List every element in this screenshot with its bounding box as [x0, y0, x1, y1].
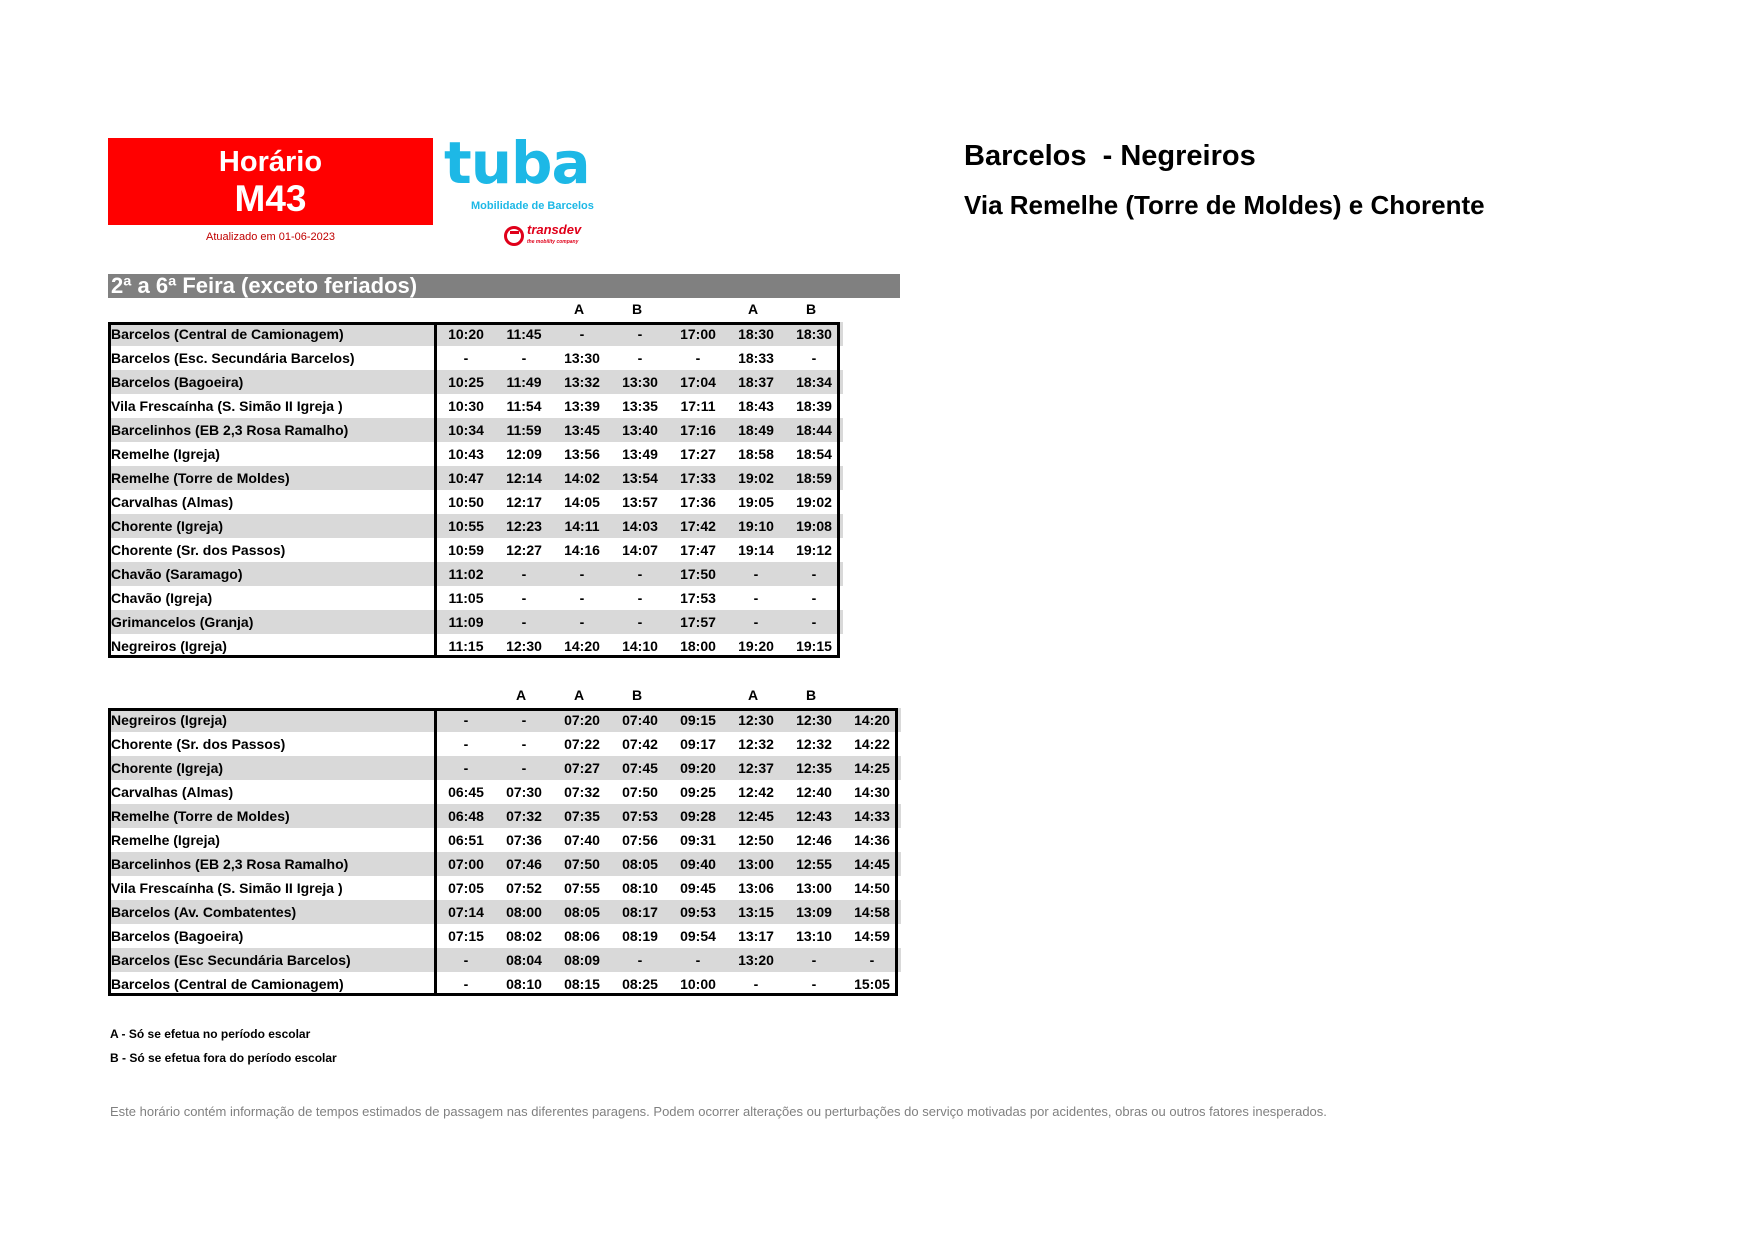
departure-time: 19:15 [785, 634, 843, 658]
departure-time: 11:49 [495, 370, 553, 394]
operator-tagline: the mobility company [527, 239, 579, 245]
departure-time: 18:54 [785, 442, 843, 466]
departure-time: 19:02 [785, 490, 843, 514]
table-row [108, 322, 843, 346]
table-row [108, 538, 843, 562]
departure-time: 14:20 [553, 634, 611, 658]
departure-time: 12:35 [785, 756, 843, 780]
departure-time: 07:46 [495, 852, 553, 876]
table-row [108, 876, 901, 900]
departure-time: 17:11 [669, 394, 727, 418]
stop-name: Barcelinhos (EB 2,3 Rosa Ramalho) [108, 852, 436, 876]
horario-label: Horário [218, 146, 323, 178]
departure-time: 06:48 [436, 804, 496, 828]
departure-time: 08:02 [495, 924, 553, 948]
departure-time: 17:42 [669, 514, 727, 538]
departure-time: 13:17 [727, 924, 785, 948]
stop-name: Remelhe (Igreja) [108, 828, 436, 852]
departure-time: 12:46 [785, 828, 843, 852]
note-a: A - Só se efetua no período escolar [110, 1027, 311, 1041]
departure-time: 19:10 [727, 514, 785, 538]
departure-time: 12:30 [785, 708, 843, 732]
departure-time: 12:37 [727, 756, 785, 780]
stop-name: Vila Frescaínha (S. Simão II Igreja ) [108, 394, 436, 418]
departure-time: 11:45 [495, 322, 553, 346]
departure-time: 07:35 [553, 804, 611, 828]
departure-time: 19:14 [727, 538, 785, 562]
departure-time: - [611, 346, 669, 370]
departure-time: - [727, 562, 785, 586]
departure-time: - [727, 972, 785, 996]
column-note: A [515, 687, 527, 703]
table-row [108, 442, 843, 466]
line-code: M43 [234, 178, 307, 219]
departure-time: 17:53 [669, 586, 727, 610]
departure-time: 14:58 [843, 900, 901, 924]
departure-time: 12:42 [727, 780, 785, 804]
departure-time: 06:51 [436, 828, 496, 852]
departure-time: - [611, 610, 669, 634]
departure-time: 14:36 [843, 828, 901, 852]
transdev-icon [504, 226, 524, 246]
departure-time: 19:20 [727, 634, 785, 658]
departure-time: - [611, 586, 669, 610]
departure-time: 19:08 [785, 514, 843, 538]
departure-time: 07:14 [436, 900, 496, 924]
departure-time: 08:09 [553, 948, 611, 972]
route-via: Via Remelhe (Torre de Moldes) e Chorente [964, 190, 1485, 220]
departure-time: 09:31 [669, 828, 727, 852]
departure-time: 11:09 [436, 610, 496, 634]
table-row [108, 924, 901, 948]
departure-time: 13:06 [727, 876, 785, 900]
departure-time: 10:00 [669, 972, 727, 996]
departure-time: 08:10 [495, 972, 553, 996]
departure-time: 17:27 [669, 442, 727, 466]
logo-wordmark: tuba [444, 129, 590, 197]
departure-time: 12:32 [785, 732, 843, 756]
departure-time: 09:53 [669, 900, 727, 924]
departure-time: 09:28 [669, 804, 727, 828]
departure-time: 12:14 [495, 466, 553, 490]
departure-time: - [436, 948, 496, 972]
departure-time: - [785, 346, 843, 370]
stop-name: Vila Frescaínha (S. Simão II Igreja ) [108, 876, 436, 900]
departure-time: 13:30 [553, 346, 611, 370]
table-row [108, 610, 843, 634]
departure-time: 19:02 [727, 466, 785, 490]
table-row [108, 948, 901, 972]
stop-name: Barcelos (Av. Combatentes) [108, 900, 436, 924]
departure-time: 13:30 [611, 370, 669, 394]
departure-time: 10:20 [436, 322, 496, 346]
departure-time: 10:34 [436, 418, 496, 442]
departure-time: - [495, 586, 553, 610]
departure-time: - [436, 756, 496, 780]
departure-time: 12:32 [727, 732, 785, 756]
tuba-logo [444, 129, 654, 254]
column-note: B [805, 301, 817, 317]
table-row [108, 490, 843, 514]
departure-time: 09:17 [669, 732, 727, 756]
departure-time: - [611, 562, 669, 586]
route-title: Barcelos - Negreiros [964, 140, 1256, 172]
departure-time: 13:39 [553, 394, 611, 418]
departure-time: - [436, 732, 496, 756]
departure-time: 07:30 [495, 780, 553, 804]
departure-time: - [553, 586, 611, 610]
departure-time: 18:59 [785, 466, 843, 490]
departure-time: 07:27 [553, 756, 611, 780]
departure-time: 07:05 [436, 876, 496, 900]
stop-name: Grimancelos (Granja) [108, 610, 436, 634]
departure-time: 07:32 [553, 780, 611, 804]
departure-time: 08:05 [611, 852, 669, 876]
departure-time: 14:25 [843, 756, 901, 780]
departure-time: 14:22 [843, 732, 901, 756]
departure-time: 10:25 [436, 370, 496, 394]
departure-time: 18:49 [727, 418, 785, 442]
departure-time: 14:45 [843, 852, 901, 876]
departure-time: 18:58 [727, 442, 785, 466]
departure-time: 18:43 [727, 394, 785, 418]
departure-time: 14:02 [553, 466, 611, 490]
stop-name: Remelhe (Torre de Moldes) [108, 466, 436, 490]
departure-time: 18:44 [785, 418, 843, 442]
departure-time: 09:20 [669, 756, 727, 780]
departure-time: 14:05 [553, 490, 611, 514]
stop-name: Remelhe (Torre de Moldes) [108, 804, 436, 828]
departure-time: 10:50 [436, 490, 496, 514]
departure-time: - [785, 562, 843, 586]
departure-time: 17:16 [669, 418, 727, 442]
stop-name: Chavão (Saramago) [108, 562, 436, 586]
departure-time: 12:17 [495, 490, 553, 514]
departure-time: 08:15 [553, 972, 611, 996]
departure-time: - [495, 562, 553, 586]
departure-time: - [785, 948, 843, 972]
departure-time: - [436, 346, 496, 370]
departure-time: 12:45 [727, 804, 785, 828]
stop-name: Carvalhas (Almas) [108, 490, 436, 514]
departure-time: 07:53 [611, 804, 669, 828]
departure-time: - [727, 586, 785, 610]
departure-time: 08:10 [611, 876, 669, 900]
departure-time: - [495, 610, 553, 634]
departure-time: 17:47 [669, 538, 727, 562]
departure-time: 14:33 [843, 804, 901, 828]
disclaimer: Este horário contém informação de tempos estimados de passagem nas diferentes paragens. Podem ocorrer alterações ou perturbações do serviço motivadas por acidentes, obras ou outros fatores inesperados. [110, 1104, 1327, 1119]
departure-time: 13:45 [553, 418, 611, 442]
stop-name: Barcelinhos (EB 2,3 Rosa Ramalho) [108, 418, 436, 442]
departure-time: 14:03 [611, 514, 669, 538]
column-note: A [573, 687, 585, 703]
column-note: B [631, 687, 643, 703]
departure-time: 17:04 [669, 370, 727, 394]
departure-time: 13:00 [785, 876, 843, 900]
table-row [108, 732, 901, 756]
departure-time: 07:42 [611, 732, 669, 756]
departure-time: 14:50 [843, 876, 901, 900]
departure-time: 17:57 [669, 610, 727, 634]
departure-time: 09:45 [669, 876, 727, 900]
departure-time: 17:33 [669, 466, 727, 490]
departure-time: 18:39 [785, 394, 843, 418]
transdev-logo [504, 224, 654, 248]
departure-time: 07:50 [553, 852, 611, 876]
departure-time: 07:55 [553, 876, 611, 900]
departure-time: 18:30 [727, 322, 785, 346]
departure-time: 13:49 [611, 442, 669, 466]
departure-time: - [611, 322, 669, 346]
stop-name: Barcelos (Bagoeira) [108, 924, 436, 948]
column-note: A [573, 301, 585, 317]
departure-time: - [785, 610, 843, 634]
departure-time: 18:30 [785, 322, 843, 346]
departure-time: 15:05 [843, 972, 901, 996]
departure-time: 14:59 [843, 924, 901, 948]
departure-time: 12:40 [785, 780, 843, 804]
departure-time: 11:15 [436, 634, 496, 658]
stop-name: Remelhe (Igreja) [108, 442, 436, 466]
departure-time: 13:40 [611, 418, 669, 442]
departure-time: 08:00 [495, 900, 553, 924]
departure-time: 07:20 [553, 708, 611, 732]
departure-time: 13:57 [611, 490, 669, 514]
table-row [108, 828, 901, 852]
stop-name: Negreiros (Igreja) [108, 634, 436, 658]
departure-time: 18:37 [727, 370, 785, 394]
departure-time: 10:55 [436, 514, 496, 538]
departure-time: - [495, 346, 553, 370]
departure-time: 11:05 [436, 586, 496, 610]
departure-time: 08:17 [611, 900, 669, 924]
outbound-timetable [108, 322, 843, 658]
departure-time: - [495, 732, 553, 756]
departure-time: - [495, 708, 553, 732]
departure-time: - [553, 562, 611, 586]
departure-time: 13:56 [553, 442, 611, 466]
table-row [108, 756, 901, 780]
stop-name: Barcelos (Central de Camionagem) [108, 322, 436, 346]
departure-time: 08:04 [495, 948, 553, 972]
departure-time: 07:32 [495, 804, 553, 828]
departure-time: 09:54 [669, 924, 727, 948]
departure-time: 17:00 [669, 322, 727, 346]
departure-time: 10:47 [436, 466, 496, 490]
departure-time: 11:02 [436, 562, 496, 586]
departure-time: - [785, 586, 843, 610]
departure-time: - [553, 322, 611, 346]
departure-time: 10:43 [436, 442, 496, 466]
table-row [108, 900, 901, 924]
departure-time: - [553, 610, 611, 634]
departure-time: 12:30 [495, 634, 553, 658]
table-row [108, 780, 901, 804]
stop-name: Negreiros (Igreja) [108, 708, 436, 732]
departure-time: 17:50 [669, 562, 727, 586]
column-note: A [747, 687, 759, 703]
departure-time: 14:10 [611, 634, 669, 658]
departure-time: - [669, 948, 727, 972]
departure-time: 07:15 [436, 924, 496, 948]
departure-time: 07:40 [611, 708, 669, 732]
departure-time: - [436, 972, 496, 996]
table-row [108, 852, 901, 876]
departure-time: 07:45 [611, 756, 669, 780]
stop-name: Chavão (Igreja) [108, 586, 436, 610]
table-row [108, 466, 843, 490]
column-note: B [805, 687, 817, 703]
departure-time: 10:30 [436, 394, 496, 418]
departure-time: - [669, 346, 727, 370]
departure-time: 07:22 [553, 732, 611, 756]
departure-time: - [843, 948, 901, 972]
departure-time: 07:36 [495, 828, 553, 852]
departure-time: 17:36 [669, 490, 727, 514]
table-row [108, 370, 843, 394]
table-row [108, 708, 901, 732]
departure-time: 11:59 [495, 418, 553, 442]
departure-time: 07:56 [611, 828, 669, 852]
stop-name: Barcelos (Bagoeira) [108, 370, 436, 394]
departure-time: 14:07 [611, 538, 669, 562]
table-row [108, 586, 843, 610]
departure-time: 07:40 [553, 828, 611, 852]
departure-time: - [436, 708, 496, 732]
column-note: B [631, 301, 643, 317]
table-row [108, 418, 843, 442]
stop-name: Carvalhas (Almas) [108, 780, 436, 804]
departure-time: 07:50 [611, 780, 669, 804]
departure-time: 09:25 [669, 780, 727, 804]
departure-time: 08:25 [611, 972, 669, 996]
stop-name: Chorente (Sr. dos Passos) [108, 732, 436, 756]
table-row [108, 562, 843, 586]
departure-time: 18:00 [669, 634, 727, 658]
departure-time: 11:54 [495, 394, 553, 418]
stop-name: Chorente (Igreja) [108, 514, 436, 538]
inbound-timetable [108, 708, 903, 996]
departure-time: 12:23 [495, 514, 553, 538]
departure-time: 18:34 [785, 370, 843, 394]
departure-time: 07:00 [436, 852, 496, 876]
column-note: A [747, 301, 759, 317]
departure-time: 14:11 [553, 514, 611, 538]
line-badge [108, 138, 433, 225]
table-row [108, 804, 901, 828]
table-row [108, 394, 843, 418]
departure-time: - [727, 610, 785, 634]
departure-time: 18:33 [727, 346, 785, 370]
departure-time: 08:19 [611, 924, 669, 948]
departure-time: 10:59 [436, 538, 496, 562]
departure-time: 12:30 [727, 708, 785, 732]
table-row [108, 346, 843, 370]
service-days-band: 2ª a 6ª Feira (exceto feriados) [108, 274, 900, 298]
departure-time: 08:05 [553, 900, 611, 924]
departure-time: 19:12 [785, 538, 843, 562]
departure-time: - [611, 948, 669, 972]
stop-name: Barcelos (Esc. Secundária Barcelos) [108, 346, 436, 370]
departure-time: 14:20 [843, 708, 901, 732]
departure-time: 13:35 [611, 394, 669, 418]
departure-time: 13:00 [727, 852, 785, 876]
departure-time: 13:54 [611, 466, 669, 490]
departure-time: 12:09 [495, 442, 553, 466]
departure-time: 13:32 [553, 370, 611, 394]
departure-time: 12:43 [785, 804, 843, 828]
departure-time: - [495, 756, 553, 780]
departure-time: 12:27 [495, 538, 553, 562]
departure-time: 14:16 [553, 538, 611, 562]
stop-name: Chorente (Sr. dos Passos) [108, 538, 436, 562]
stop-name: Barcelos (Central de Camionagem) [108, 972, 436, 996]
table-row [108, 514, 843, 538]
departure-time: 19:05 [727, 490, 785, 514]
stop-name: Barcelos (Esc Secundária Barcelos) [108, 948, 436, 972]
departure-time: 14:30 [843, 780, 901, 804]
departure-time: 06:45 [436, 780, 496, 804]
table-row [108, 634, 843, 658]
note-b: B - Só se efetua fora do período escolar [110, 1051, 337, 1065]
departure-time: 09:15 [669, 708, 727, 732]
updated-date: Atualizado em 01-06-2023 [205, 231, 336, 243]
logo-subtitle: Mobilidade de Barcelos [471, 200, 594, 212]
departure-time: 12:50 [727, 828, 785, 852]
stop-name: Chorente (Igreja) [108, 756, 436, 780]
departure-time: - [785, 972, 843, 996]
departure-time: 07:52 [495, 876, 553, 900]
operator-name: transdev [527, 222, 582, 237]
departure-time: 12:55 [785, 852, 843, 876]
departure-time: 13:10 [785, 924, 843, 948]
departure-time: 13:15 [727, 900, 785, 924]
table-row [108, 972, 901, 996]
departure-time: 13:20 [727, 948, 785, 972]
departure-time: 09:40 [669, 852, 727, 876]
departure-time: 08:06 [553, 924, 611, 948]
departure-time: 13:09 [785, 900, 843, 924]
